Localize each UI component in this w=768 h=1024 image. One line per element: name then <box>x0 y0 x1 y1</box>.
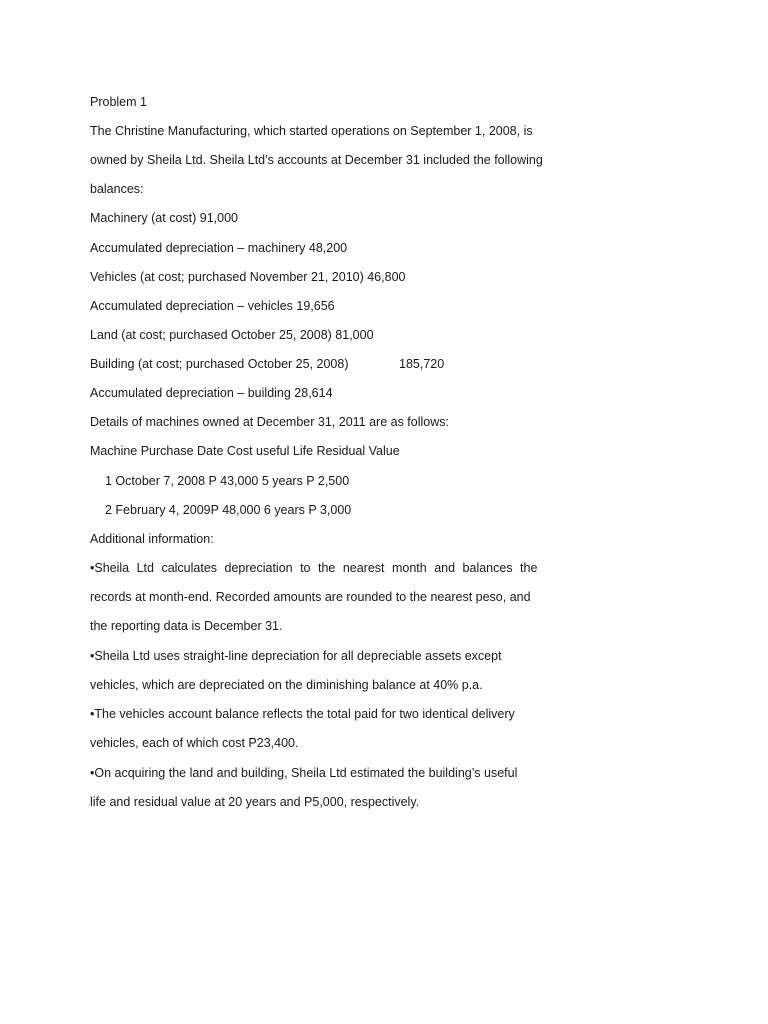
bullet-3-line-2: vehicles, each of which cost P23,400. <box>90 736 299 750</box>
balance-vehicles: Vehicles (at cost; purchased November 21, 2010) 46,800 <box>90 270 406 284</box>
machines-intro: Details of machines owned at December 31, 2011 are as follows: <box>90 415 449 429</box>
balance-machinery: Machinery (at cost) 91,000 <box>90 211 238 225</box>
balance-building <box>90 356 490 372</box>
balance-acc-dep-vehicles: Accumulated depreciation – vehicles 19,656 <box>90 299 335 313</box>
bullet-1-line-1: •Sheila Ltd calculates depreciation to the nearest month and balances the <box>90 561 538 575</box>
bullet-2-line-1: •Sheila Ltd uses straight-line depreciation for all depreciable assets except <box>90 649 502 663</box>
bullet-4-line-2: life and residual value at 20 years and P5,000, respectively. <box>90 795 420 809</box>
machine-row-1: 1 October 7, 2008 P 43,000 5 years P 2,500 <box>105 474 350 488</box>
bullet-1-line-2: records at month-end. Recorded amounts are rounded to the nearest peso, and <box>90 590 531 604</box>
balance-land: Land (at cost; purchased October 25, 2008) 81,000 <box>90 328 374 342</box>
bullet-4-line-1: •On acquiring the land and building, Sheila Ltd estimated the building’s useful <box>90 766 518 780</box>
problem-heading: Problem 1 <box>90 95 147 109</box>
bullet-3-line-1: •The vehicles account balance reflects the total paid for two identical delivery <box>90 707 515 721</box>
additional-heading: Additional information: <box>90 532 214 546</box>
bullet-2-line-2: vehicles, which are depreciated on the diminishing balance at 40% p.a. <box>90 678 483 692</box>
intro-line-1: The Christine Manufacturing, which started operations on September 1, 2008, is <box>90 124 533 138</box>
intro-line-2: owned by Sheila Ltd. Sheila Ltd’s accounts at December 31 included the following <box>90 153 543 167</box>
machines-header: Machine Purchase Date Cost useful Life Residual Value <box>90 444 400 458</box>
balance-acc-dep-building: Accumulated depreciation – building 28,614 <box>90 386 333 400</box>
bullet-1-line-3: the reporting data is December 31. <box>90 619 283 633</box>
building-label: Building (at cost; purchased October 25, 2008) <box>90 357 349 371</box>
intro-line-3: balances: <box>90 182 144 196</box>
machine-row-2: 2 February 4, 2009P 48,000 6 years P 3,000 <box>105 503 352 517</box>
building-value: 185,720 <box>399 357 445 371</box>
balance-acc-dep-machinery: Accumulated depreciation – machinery 48,200 <box>90 241 348 255</box>
